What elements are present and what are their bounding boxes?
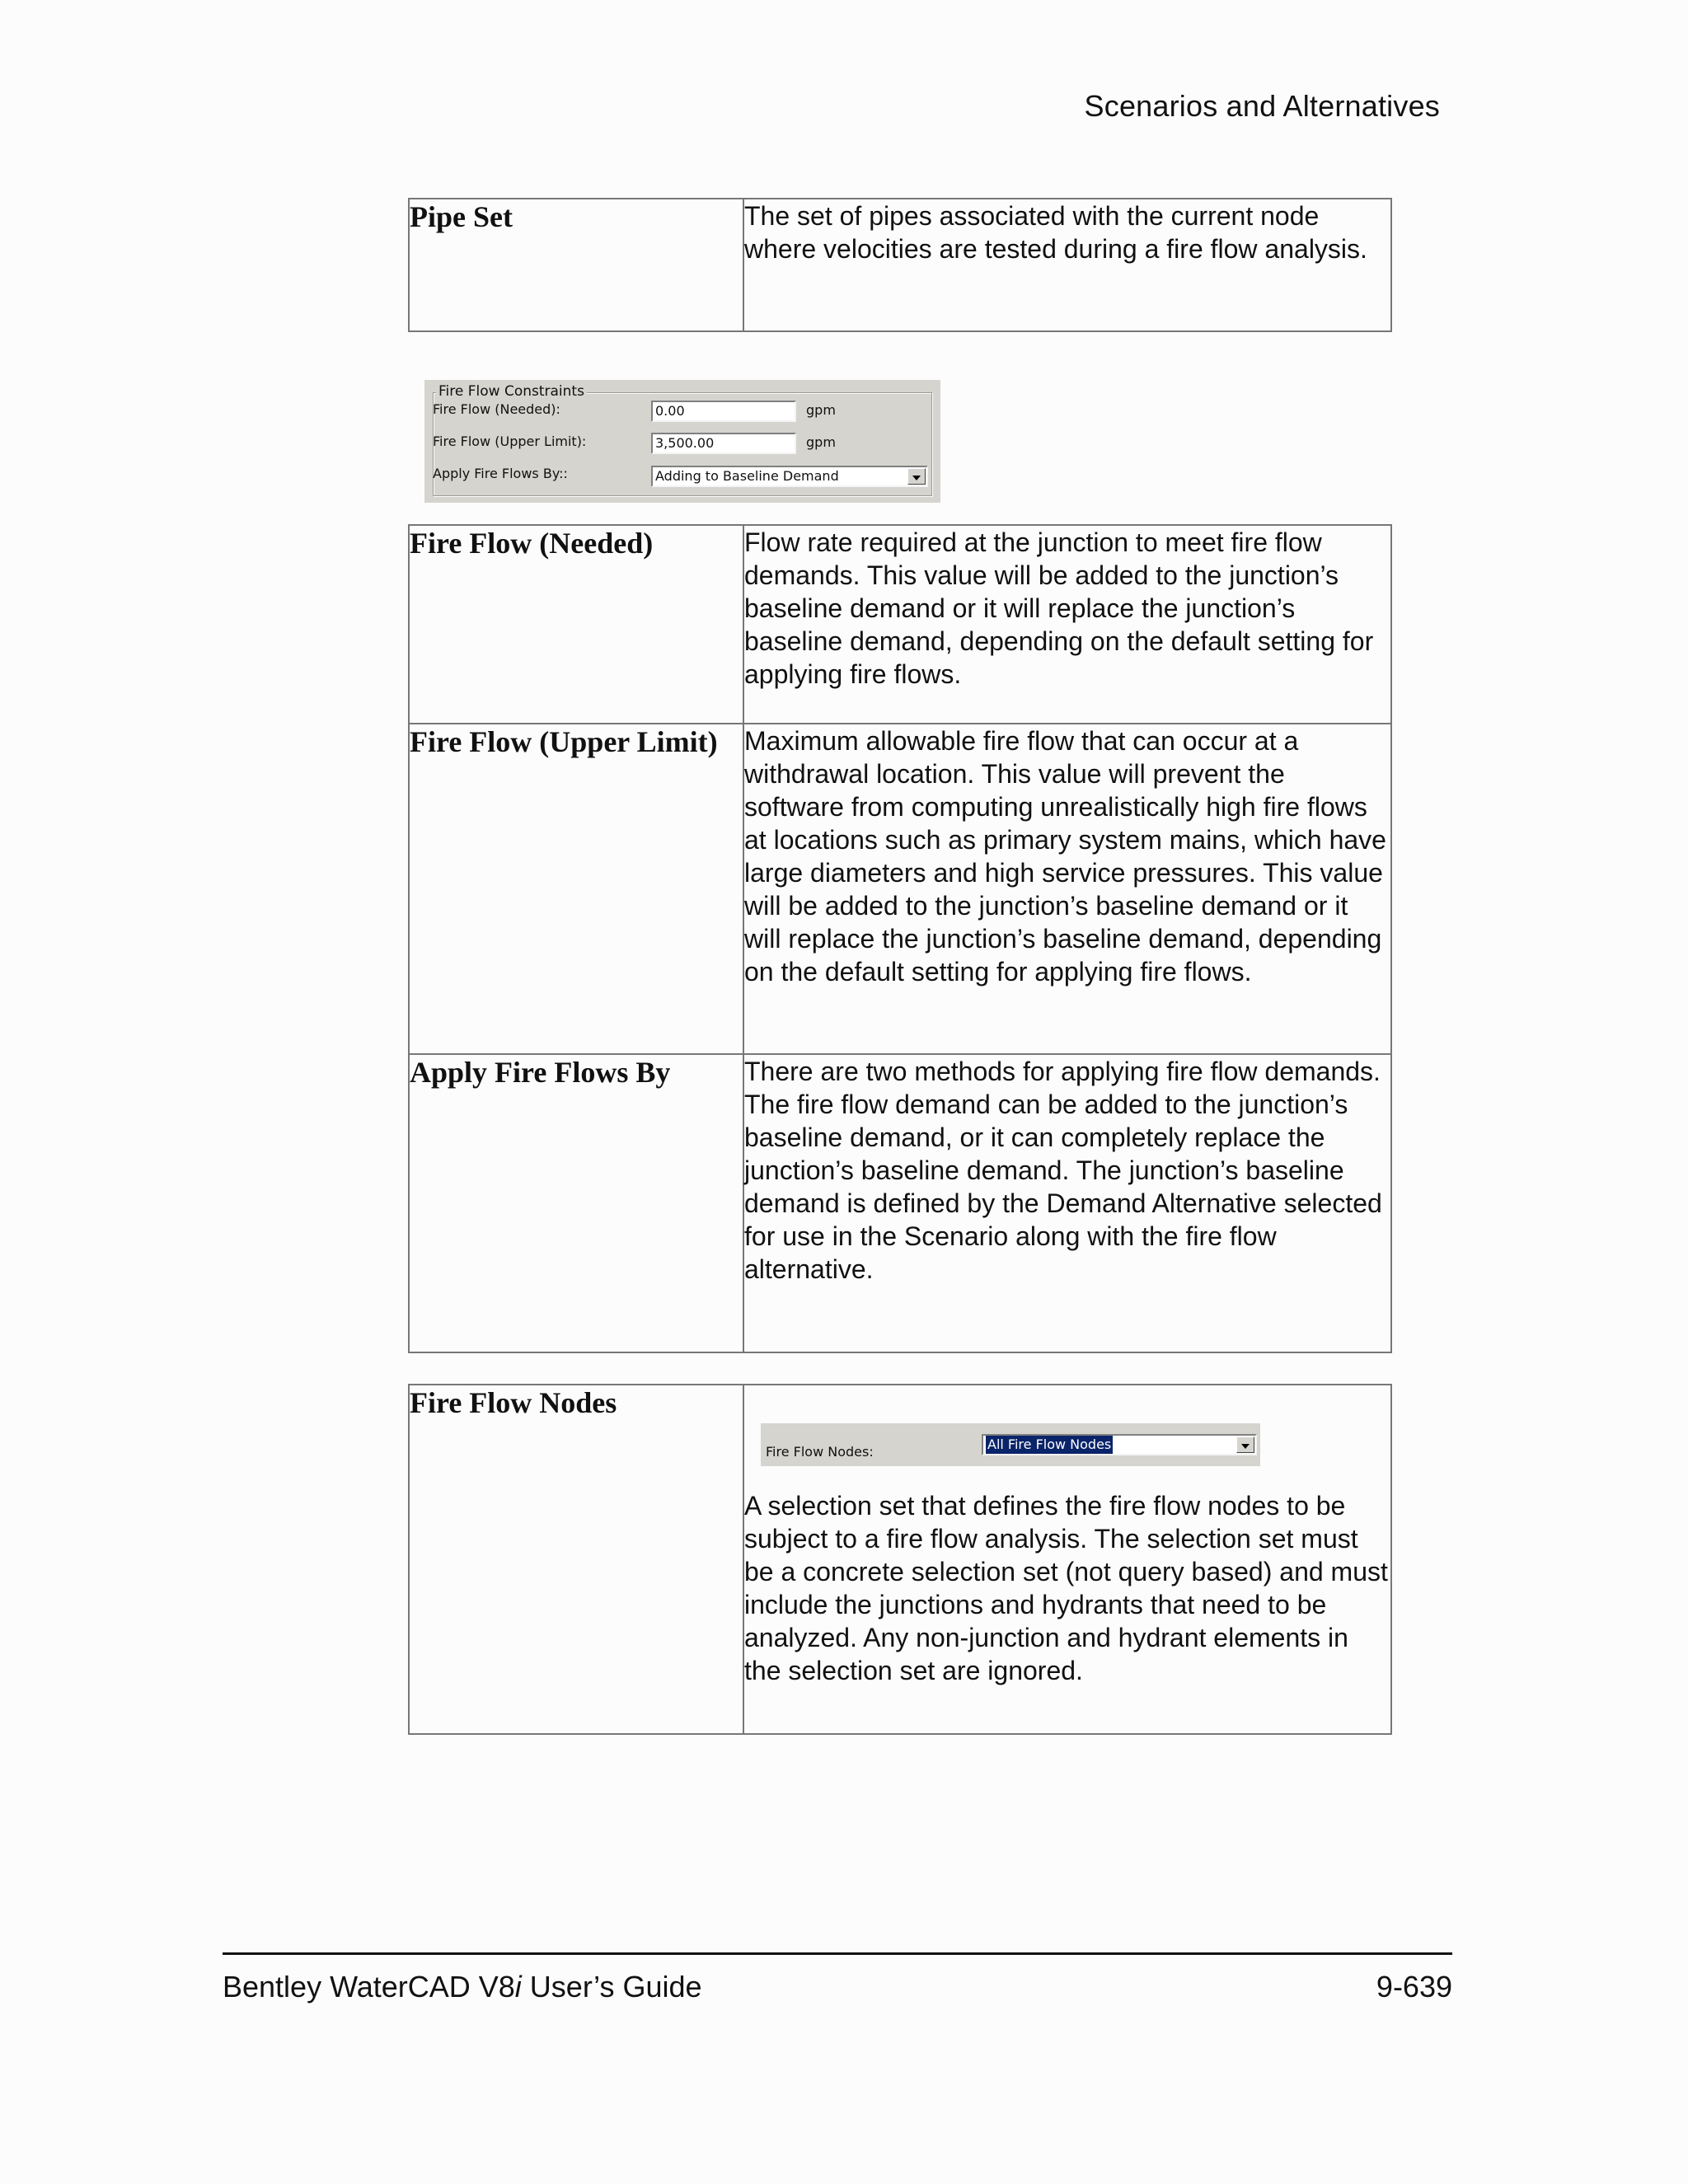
footer-guide-title: Bentley WaterCAD V8i User’s Guide (223, 1970, 702, 2004)
fire-flow-nodes-description: A selection set that defines the fire flow nodes to be subject to a fire flow analysis. The selection set must be a concrete selection set (not query based) and must include the junctions and hydrants that need to be analyzed. Any non-junction and hydrant elements in the selection set are ignored. (744, 1491, 1388, 1685)
description-cell: Flow rate required at the junction to meet fire flow demands. This value will be added to the junction’s baseline demand or it will replace the junction’s baseline demand, depending on the default setting for applying fire flows. (743, 525, 1391, 724)
fire-flow-nodes-label: Fire Flow Nodes: (766, 1444, 874, 1460)
pipe-set-table (408, 198, 1392, 332)
fire-flow-needed-unit: gpm (806, 402, 836, 418)
description-cell: Maximum allowable fire flow that can occur at a withdrawal location. This value will prevent the software from computing unrealistically high fire flows at locations such as primary system mains, which have large diameters and high service pressures. This value will be added to the junction’s baseline demand or it will replace the junction’s baseline demand, depending on the default setting for applying fire flows. (743, 724, 1391, 1054)
fire-flow-upper-limit-label: Fire Flow (Upper Limit): (433, 434, 587, 449)
fire-flow-nodes-select[interactable] (982, 1434, 1257, 1455)
term-cell: Fire Flow (Upper Limit) (409, 724, 743, 1054)
footer-rule (223, 1952, 1452, 1955)
group-title: Fire Flow Constraints (436, 383, 587, 400)
chevron-down-icon[interactable] (1236, 1436, 1254, 1453)
fire-flow-nodes-control (761, 1423, 1260, 1466)
page-header-title: Scenarios and Alternatives (1084, 89, 1440, 123)
table-row (409, 724, 1391, 1054)
description-cell (743, 1385, 1391, 1734)
apply-fire-flows-value: Adding to Baseline Demand (655, 468, 839, 484)
term-cell: Fire Flow Nodes (409, 1385, 743, 1734)
fire-flow-needed-label: Fire Flow (Needed): (433, 401, 560, 417)
description-cell: There are two methods for applying fire flow demands. The fire flow demand can be added to the junction’s baseline demand, or it can completely replace the junction’s baseline demand. The junction’s baseline demand is defined by the Demand Alternative selected for use in the Scenario along with the fire flow alternative. (743, 1054, 1391, 1352)
fire-flow-needed-input[interactable]: 0.00 (651, 401, 796, 422)
fire-flow-constraints-panel (424, 380, 940, 503)
term-cell: Pipe Set (409, 199, 743, 331)
table-row (409, 199, 1391, 331)
fire-flow-nodes-table (408, 1384, 1392, 1735)
fire-flow-upper-limit-unit: gpm (806, 434, 836, 450)
apply-fire-flows-label: Apply Fire Flows By:: (433, 466, 568, 481)
table-row (409, 1385, 1391, 1734)
fire-flow-upper-limit-input[interactable]: 3,500.00 (651, 433, 796, 454)
fire-flow-nodes-value: All Fire Flow Nodes (987, 1436, 1112, 1452)
term-cell: Apply Fire Flows By (409, 1054, 743, 1352)
description-cell: The set of pipes associated with the current node where velocities are tested during a fire flow analysis. (743, 199, 1391, 331)
table-row (409, 525, 1391, 724)
page-number: 9-639 (1376, 1970, 1452, 2004)
table-row (409, 1054, 1391, 1352)
apply-fire-flows-select[interactable] (651, 466, 928, 487)
fire-flow-constraints-table (408, 524, 1392, 1353)
term-cell: Fire Flow (Needed) (409, 525, 743, 724)
chevron-down-icon[interactable] (907, 468, 926, 485)
